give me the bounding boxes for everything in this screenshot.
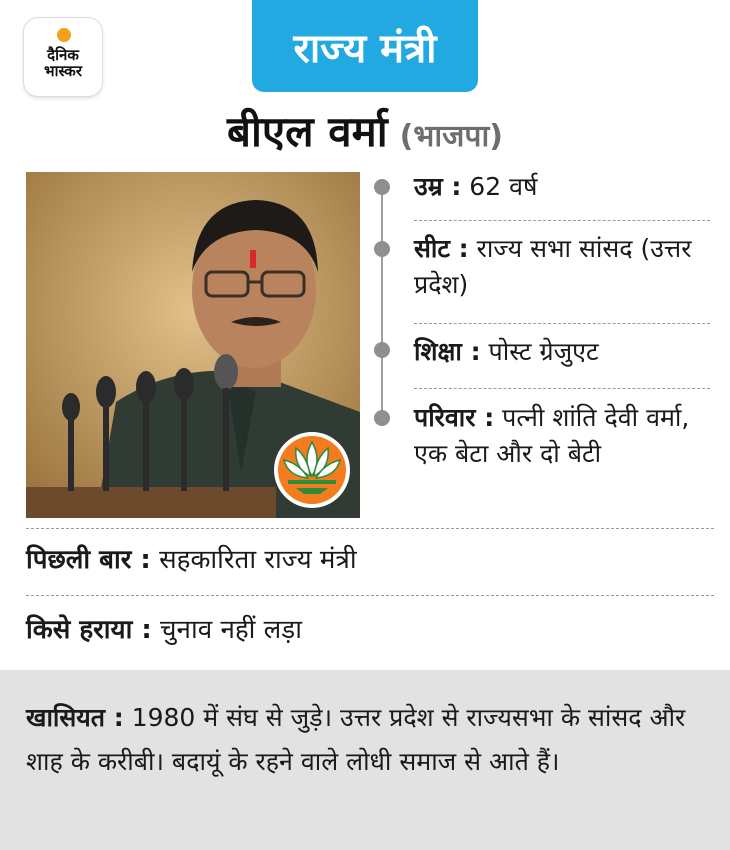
speciality-value: 1980 में संघ से जुड़े। उत्तर प्रदेश से राज्यसभा के सांसद और शाह के करीबी। बदायूं के रहने वाले लोधी समाज से आते हैं।	[26, 703, 686, 776]
divider	[26, 595, 714, 596]
defeated-value: चुनाव नहीं लड़ा	[151, 615, 302, 645]
divider	[414, 220, 710, 221]
logo-line2: भास्कर	[44, 62, 82, 80]
title-banner	[252, 0, 478, 92]
previous-value: सहकारिता राज्य मंत्री	[150, 545, 357, 575]
timeline-dot	[374, 241, 390, 257]
detail-age	[414, 169, 714, 205]
family-value: पत्नी शांति देवी वर्मा, एक बेटा और दो बेटी	[414, 403, 690, 468]
detail-family	[414, 400, 714, 472]
family-label: परिवार :	[414, 403, 495, 432]
speciality-text	[26, 696, 714, 784]
timeline-line	[381, 186, 383, 426]
speciality-label: खासियत :	[26, 703, 124, 732]
sun-icon	[57, 28, 71, 42]
speciality-box	[0, 670, 730, 850]
person-name: बीएल वर्मा	[227, 107, 388, 156]
timeline-dot	[374, 410, 390, 426]
logo-line1: दैनिक	[47, 46, 79, 64]
banner-text: राज्य मंत्री	[293, 25, 437, 72]
divider	[414, 388, 710, 389]
defeated-row	[26, 612, 716, 648]
lotus-icon	[274, 432, 350, 508]
seat-label: सीट :	[414, 234, 469, 263]
name-row	[0, 102, 730, 162]
education-label: शिक्षा :	[414, 337, 481, 366]
previous-row	[26, 542, 716, 578]
timeline-dot	[374, 179, 390, 195]
person-photo	[26, 172, 360, 518]
dainik-bhaskar-logo	[24, 18, 102, 96]
party-name: (भाजपा)	[399, 119, 503, 154]
divider	[414, 323, 710, 324]
detail-education	[414, 334, 714, 370]
defeated-label: किसे हराया :	[26, 615, 152, 645]
education-value: पोस्ट ग्रेजुएट	[480, 337, 599, 366]
timeline-dot	[374, 342, 390, 358]
age-label: उम्र :	[414, 172, 462, 201]
age-value: 62 वर्ष	[461, 172, 538, 201]
previous-label: पिछली बार :	[26, 545, 151, 575]
seat-value: राज्य सभा सांसद (उत्तर प्रदेश)	[414, 234, 692, 299]
divider	[26, 528, 714, 529]
detail-seat	[414, 231, 714, 303]
